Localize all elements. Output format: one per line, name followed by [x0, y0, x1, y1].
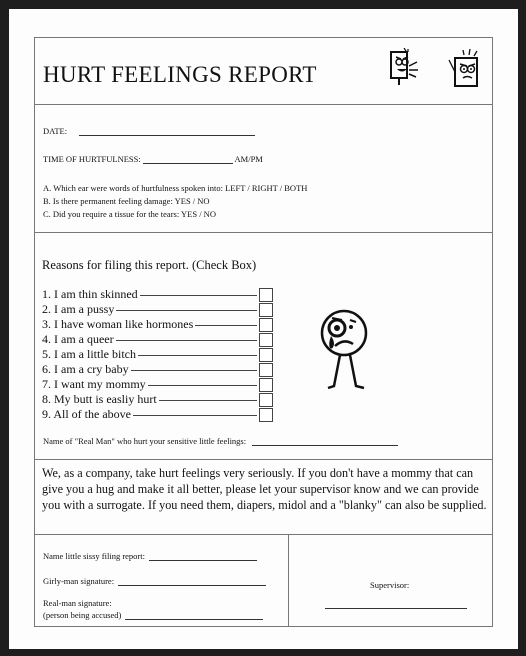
time-label: TIME OF HURTFULNESS:: [43, 154, 141, 164]
realman-signature-sublabel: (person being accused): [43, 610, 122, 620]
statement-top-divider: [35, 459, 492, 460]
real-man-row: [43, 436, 398, 446]
time-row: [43, 154, 263, 164]
report-form: [34, 37, 493, 627]
reason-item-9: 9. All of the above: [42, 407, 273, 422]
reason-item-7: 7. I want my mommy: [42, 377, 273, 392]
reason-item-8: 8. My butt is easliy hurt: [42, 392, 273, 407]
wincing-face-icon: [445, 48, 485, 90]
reason-item-5: 5. I am a little bitch: [42, 347, 273, 362]
realman-signature-field[interactable]: [125, 619, 263, 620]
real-man-field[interactable]: [252, 445, 398, 446]
date-field[interactable]: [79, 135, 255, 136]
reason-checkbox-5[interactable]: [259, 348, 273, 362]
company-statement: We, as a company, take hurt feelings very seriously. If you don't have a mommy that can give you a hug and make it all better, please let your supervisor know and we can provide you with a surrogate. If you need them, diapers, midol and a "blanky" can also be supplied.: [42, 466, 487, 512]
reason-checkbox-9[interactable]: [259, 408, 273, 422]
reason-item-2: 2. I am a pussy: [42, 302, 273, 317]
reason-item-3: 3. I have woman like hormones: [42, 317, 273, 332]
reason-checkbox-4[interactable]: [259, 333, 273, 347]
sissy-name-row: [43, 551, 257, 561]
questions-divider: [35, 232, 492, 233]
realman-signature-row: [43, 610, 263, 620]
date-label: DATE:: [43, 126, 68, 136]
signatures-divider: [35, 534, 492, 535]
reason-checkbox-1[interactable]: [259, 288, 273, 302]
girly-signature-row: [43, 576, 266, 586]
time-field[interactable]: [143, 163, 233, 164]
real-man-label: Name of "Real Man" who hurt your sensitive little feelings:: [43, 436, 247, 446]
reason-item-6: 6. I am a cry baby: [42, 362, 273, 377]
question-c: C. Did you require a tissue for the tears: YES / NO: [43, 209, 216, 219]
signatures-vertical-divider: [288, 534, 289, 626]
reason-checkbox-8[interactable]: [259, 393, 273, 407]
reason-item-4: 4. I am a queer: [42, 332, 273, 347]
report-title: HURT FEELINGS REPORT: [43, 62, 317, 87]
girly-signature-label: Girly-man signature:: [43, 576, 115, 586]
reason-checkbox-7[interactable]: [259, 378, 273, 392]
report-sheet: [9, 9, 518, 649]
reason-checkbox-3[interactable]: [259, 318, 273, 332]
ampm-label: AM/PM: [234, 154, 263, 164]
sissy-name-label: Name little sissy filing report:: [43, 551, 145, 561]
question-a: A. Which ear were words of hurtfulness spoken into: LEFT / RIGHT / BOTH: [43, 183, 308, 193]
supervisor-label: Supervisor:: [370, 580, 410, 590]
reason-item-1: 1. I am thin skinned: [42, 287, 273, 302]
reasons-title: Reasons for filing this report. (Check Box): [42, 258, 257, 272]
girly-signature-field[interactable]: [118, 585, 266, 586]
question-b: B. Is there permanent feeling damage: YES / NO: [43, 196, 210, 206]
supervisor-signature-field[interactable]: [325, 608, 467, 609]
crying-face-icon: [300, 300, 382, 400]
angry-shouting-face-icon: [387, 48, 421, 86]
reason-checkbox-2[interactable]: [259, 303, 273, 317]
realman-signature-label: Real-man signature:: [43, 598, 112, 608]
date-row: [43, 126, 255, 136]
sissy-name-field[interactable]: [149, 560, 257, 561]
reason-checkbox-6[interactable]: [259, 363, 273, 377]
header-divider: [35, 104, 492, 105]
